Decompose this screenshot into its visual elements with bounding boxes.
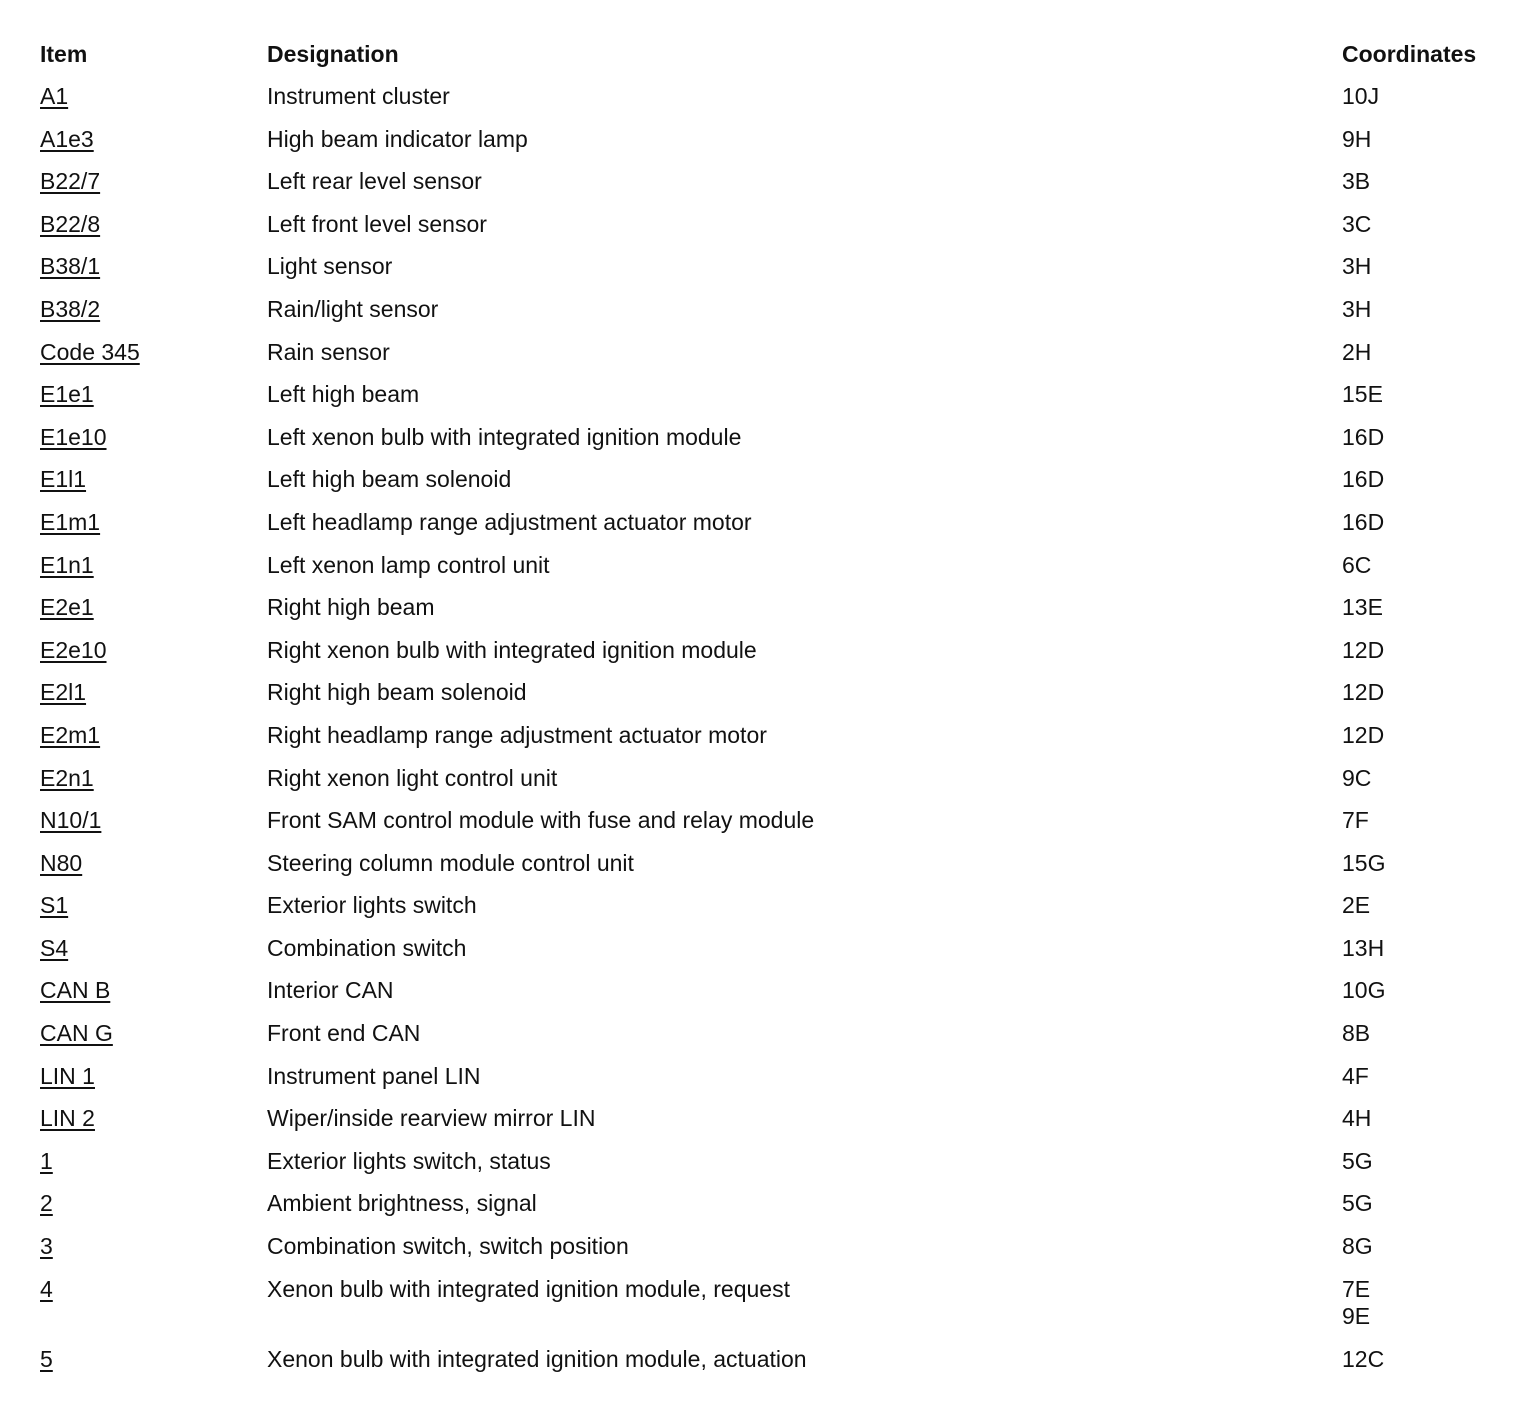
header-row: [40, 36, 1512, 78]
coordinate-value: 10J: [1342, 83, 1380, 109]
item-cell: [40, 802, 267, 845]
coordinate-value: 4F: [1342, 1062, 1369, 1089]
designation-cell: Left high beam solenoid: [267, 466, 512, 493]
designation-cell: Exterior lights switch, status: [267, 1147, 551, 1174]
coordinate-value: 15E: [1342, 381, 1383, 408]
item-cell: [40, 1228, 267, 1271]
designation-cell: Front end CAN: [267, 1020, 421, 1047]
table-row: [40, 461, 1512, 504]
item-cell: [40, 760, 267, 803]
table-row: [40, 206, 1512, 249]
coordinates-cell: [1342, 419, 1512, 462]
item-link[interactable]: E1n1: [40, 551, 94, 578]
coordinates-cell: [1342, 78, 1512, 121]
coordinates-cell: [1342, 1271, 1512, 1341]
designation-cell: Instrument cluster: [267, 83, 450, 109]
item-cell: [40, 1015, 267, 1058]
item-link[interactable]: A1e3: [40, 125, 94, 152]
coordinates-cell: [1342, 1015, 1512, 1058]
table-row: [40, 760, 1512, 803]
item-link[interactable]: Code 345: [40, 338, 140, 365]
table-row: [40, 78, 1512, 121]
item-cell: [40, 291, 267, 334]
table-row: [40, 674, 1512, 717]
coordinate-value: 16D: [1342, 466, 1385, 493]
designation-cell: Ambient brightness, signal: [267, 1190, 537, 1217]
item-cell: [40, 547, 267, 590]
designation-cell: Front SAM control module with fuse and relay module: [267, 807, 815, 834]
item-cell: [40, 206, 267, 249]
designation-cell: Right high beam solenoid: [267, 679, 527, 706]
table-row: [40, 1058, 1512, 1101]
coordinates-cell: [1342, 376, 1512, 419]
coordinate-value: 9H: [1342, 125, 1372, 152]
coordinates-column-header: Coordinates: [1342, 41, 1477, 67]
item-link[interactable]: E2n1: [40, 764, 94, 791]
item-link[interactable]: E2l1: [40, 679, 87, 706]
table-row: [40, 419, 1512, 462]
coordinate-value: 12C: [1342, 1345, 1385, 1372]
coordinates-cell: [1342, 674, 1512, 717]
item-cell: [40, 972, 267, 1015]
coordinate-value: 4H: [1342, 1105, 1372, 1132]
item-link[interactable]: CAN B: [40, 977, 111, 1004]
item-cell: [40, 674, 267, 717]
table-row: [40, 1185, 1512, 1228]
coordinates-cell: [1342, 760, 1512, 803]
table-row: [40, 802, 1512, 845]
designation-cell: Right xenon light control unit: [267, 764, 558, 791]
designation-cell: Steering column module control unit: [267, 849, 634, 876]
item-link[interactable]: 1: [40, 1147, 53, 1174]
table-row: [40, 845, 1512, 888]
item-cell: [40, 1271, 267, 1341]
table-row: [40, 163, 1512, 206]
coordinate-value: 13E: [1342, 594, 1383, 621]
coordinate-value: 12D: [1342, 636, 1385, 663]
item-link[interactable]: E1l1: [40, 466, 87, 493]
coordinates-cell: [1342, 248, 1512, 291]
item-link[interactable]: S1: [40, 892, 69, 919]
designation-cell: Right high beam: [267, 594, 435, 621]
item-cell: [40, 1143, 267, 1186]
coordinates-cell: [1342, 163, 1512, 206]
coordinate-value: 12D: [1342, 721, 1385, 748]
item-cell: [40, 163, 267, 206]
coordinate-value: 2E: [1342, 892, 1371, 919]
item-cell: [40, 1100, 267, 1143]
table-row: [40, 1015, 1512, 1058]
coordinates-cell: [1342, 887, 1512, 930]
coordinates-cell: [1342, 1058, 1512, 1101]
item-link[interactable]: CAN G: [40, 1020, 113, 1047]
item-link[interactable]: E1m1: [40, 508, 101, 535]
table-row: [40, 972, 1512, 1015]
coordinate-value: 13H: [1342, 934, 1385, 961]
table-row: [40, 376, 1512, 419]
designation-cell: Instrument panel LIN: [267, 1062, 481, 1089]
item-cell: [40, 930, 267, 973]
item-link[interactable]: 4: [40, 1275, 53, 1302]
item-cell: [40, 419, 267, 462]
item-cell: [40, 248, 267, 291]
coordinates-cell: [1342, 1100, 1512, 1143]
item-link[interactable]: N80: [40, 849, 83, 876]
coordinates-cell: [1342, 845, 1512, 888]
table-row: [40, 1100, 1512, 1143]
coordinates-cell: [1342, 334, 1512, 377]
coordinate-value: 9C: [1342, 764, 1372, 791]
designation-cell: Combination switch: [267, 934, 467, 961]
table-row: [40, 547, 1512, 590]
item-link[interactable]: 2: [40, 1190, 53, 1217]
coordinates-cell: [1342, 802, 1512, 845]
coordinate-value: 8B: [1342, 1020, 1371, 1047]
table-row: [40, 589, 1512, 632]
table-row: [40, 291, 1512, 334]
item-cell: [40, 1185, 267, 1228]
coordinate-value: 2H: [1342, 338, 1372, 365]
item-link[interactable]: E1e10: [40, 423, 107, 450]
coordinates-cell: [1342, 717, 1512, 760]
coordinate-value: 6C: [1342, 551, 1372, 578]
designation-cell: Interior CAN: [267, 977, 394, 1004]
designation-cell: Xenon bulb with integrated ignition module, actuation: [267, 1345, 807, 1372]
coordinate-value: 9E: [1342, 1302, 1371, 1329]
coordinates-cell: [1342, 1185, 1512, 1228]
item-link[interactable]: N10/1: [40, 807, 102, 834]
coordinate-value: 12D: [1342, 679, 1385, 706]
coordinate-value: 16D: [1342, 508, 1385, 535]
coordinates-cell: [1342, 206, 1512, 249]
table-row: [40, 1341, 1512, 1384]
coordinates-cell: [1342, 291, 1512, 334]
item-cell: [40, 887, 267, 930]
item-link[interactable]: B22/8: [40, 210, 101, 237]
table-row: [40, 1271, 1512, 1341]
designation-cell: Left rear level sensor: [267, 168, 482, 195]
item-cell: [40, 504, 267, 547]
coordinate-value: 7E: [1342, 1275, 1371, 1302]
table-row: [40, 930, 1512, 973]
designation-cell: Left xenon lamp control unit: [267, 551, 550, 578]
coordinates-cell: [1342, 504, 1512, 547]
coordinates-cell: [1342, 972, 1512, 1015]
designation-cell: Right xenon bulb with integrated ignition module: [267, 636, 757, 663]
item-cell: [40, 121, 267, 164]
coordinate-value: 5G: [1342, 1190, 1373, 1217]
table-row: [40, 632, 1512, 675]
item-cell: [40, 1341, 267, 1384]
table-row: [40, 1228, 1512, 1271]
item-cell: [40, 334, 267, 377]
coordinate-value: 3B: [1342, 168, 1371, 195]
coordinate-value: 10G: [1342, 977, 1386, 1004]
item-link[interactable]: B22/7: [40, 168, 101, 195]
legend-rows: [40, 78, 1512, 1383]
item-cell: [40, 1058, 267, 1101]
designation-cell: Left headlamp range adjustment actuator motor: [267, 508, 752, 535]
coordinate-value: 15G: [1342, 849, 1386, 876]
table-row: [40, 121, 1512, 164]
table-row: [40, 1143, 1512, 1186]
item-link[interactable]: E2e1: [40, 594, 94, 621]
item-cell: [40, 376, 267, 419]
designation-cell: Combination switch, switch position: [267, 1233, 629, 1260]
coordinate-value: 7F: [1342, 807, 1369, 834]
item-cell: [40, 632, 267, 675]
coordinate-value: 3C: [1342, 210, 1372, 237]
item-link[interactable]: E2e10: [40, 636, 107, 663]
coordinates-cell: [1342, 930, 1512, 973]
coordinate-value: 8G: [1342, 1233, 1373, 1260]
coordinates-cell: [1342, 1228, 1512, 1271]
designation-cell: Left front level sensor: [267, 210, 487, 237]
coordinates-cell: [1342, 632, 1512, 675]
item-link[interactable]: E1e1: [40, 381, 94, 408]
item-link[interactable]: 5: [40, 1345, 53, 1372]
table-row: [40, 334, 1512, 377]
designation-cell: Left xenon bulb with integrated ignition module: [267, 423, 742, 450]
coordinate-value: 16D: [1342, 423, 1385, 450]
legend-table: [40, 36, 1512, 1383]
coordinates-cell: [1342, 121, 1512, 164]
item-link[interactable]: E2m1: [40, 721, 101, 748]
designation-column-header: Designation: [267, 41, 399, 67]
coordinates-cell: [1342, 547, 1512, 590]
item-cell: [40, 78, 267, 121]
designation-cell: Right headlamp range adjustment actuator motor: [267, 721, 767, 748]
item-cell: [40, 461, 267, 504]
item-link[interactable]: LIN 1: [40, 1062, 95, 1089]
item-column-header: Item: [40, 41, 88, 67]
item-cell: [40, 589, 267, 632]
designation-cell: Exterior lights switch: [267, 892, 477, 919]
item-link[interactable]: A1: [40, 83, 69, 109]
designation-cell: Light sensor: [267, 253, 393, 280]
designation-cell: Rain sensor: [267, 338, 390, 365]
coordinates-cell: [1342, 589, 1512, 632]
designation-cell: Left high beam: [267, 381, 420, 408]
item-link[interactable]: B38/2: [40, 295, 101, 322]
coordinate-value: 3H: [1342, 253, 1372, 280]
coordinates-cell: [1342, 461, 1512, 504]
item-link[interactable]: LIN 2: [40, 1105, 95, 1132]
coordinate-value: 3H: [1342, 295, 1372, 322]
table-row: [40, 248, 1512, 291]
item-cell: [40, 717, 267, 760]
item-cell: [40, 845, 267, 888]
designation-cell: Rain/light sensor: [267, 295, 439, 322]
table-row: [40, 717, 1512, 760]
table-row: [40, 504, 1512, 547]
coordinates-list: [1342, 1271, 1512, 1330]
designation-cell: High beam indicator lamp: [267, 125, 528, 152]
coordinates-cell: [1342, 1143, 1512, 1186]
item-link[interactable]: B38/1: [40, 253, 101, 280]
coordinate-value: 5G: [1342, 1147, 1373, 1174]
item-link[interactable]: 3: [40, 1233, 53, 1260]
designation-cell: Xenon bulb with integrated ignition module, request: [267, 1275, 790, 1302]
item-link[interactable]: S4: [40, 934, 69, 961]
designation-cell: Wiper/inside rearview mirror LIN: [267, 1105, 596, 1132]
coordinates-cell: [1342, 1341, 1512, 1384]
table-row: [40, 887, 1512, 930]
